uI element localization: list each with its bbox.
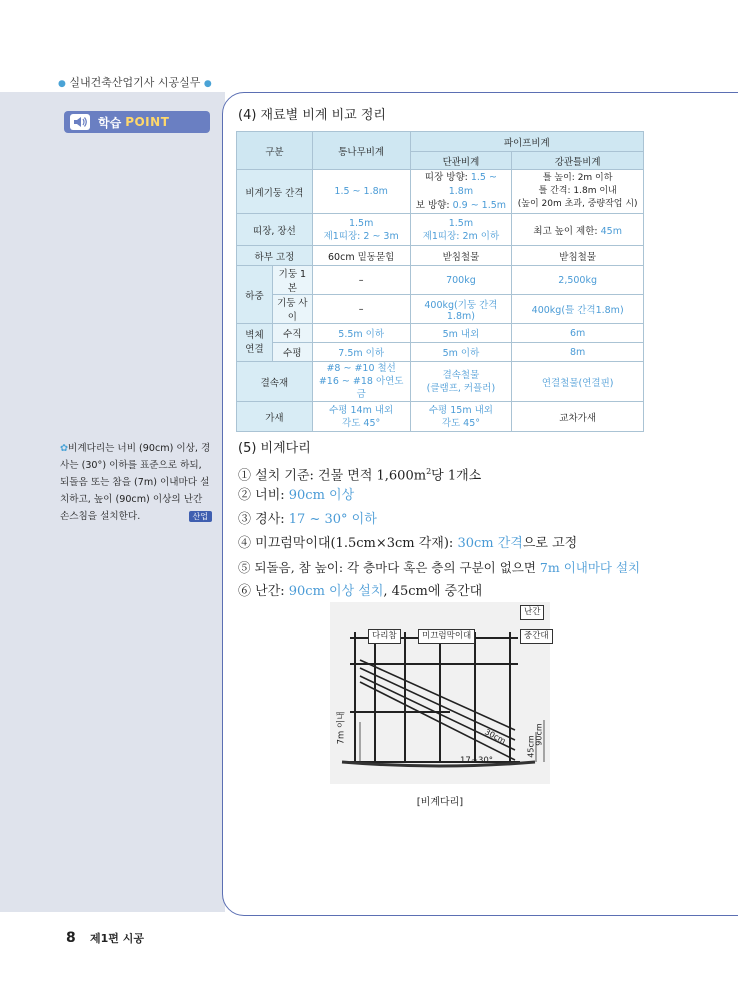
row-sublabel: 기둥 사이 — [272, 295, 312, 324]
list-item: ② 너비: 90cm 이상 — [238, 488, 355, 503]
row-label: 결속재 — [237, 362, 313, 402]
table-cell: 1.5m 제1띠장: 2m 이하 — [410, 214, 512, 246]
row-label: 띠장, 장선 — [237, 214, 313, 246]
header-title: 실내건축산업기사 시공실무 — [69, 76, 201, 89]
table-cell: 연결철물(연결핀) — [512, 362, 644, 402]
list-item: ⑥ 난간: 90cm 이상 설치, 45cm에 중간대 — [238, 584, 483, 599]
table-cell: 8m — [512, 343, 644, 362]
section-title: (5) 비계다리 — [238, 441, 311, 456]
table-cell: 수평 14m 내외 각도 45° — [312, 402, 410, 432]
gear-icon: ✿ — [60, 443, 69, 454]
table-cell: #8 ~ #10 철선 #16 ~ #18 아연도금 — [312, 362, 410, 402]
row-label: 하중 — [237, 266, 273, 324]
table-cell: 5m 내외 — [410, 324, 512, 343]
running-header — [58, 74, 212, 90]
table-cell: 받침철물 — [512, 246, 644, 266]
row-label: 하부 고정 — [237, 246, 313, 266]
dim-7m: 7m 이내 — [336, 711, 347, 745]
header-cell: 단관비계 — [410, 152, 512, 170]
table-cell: 700kg — [410, 266, 512, 295]
table-cell: 수평 15m 내외 각도 45° — [410, 402, 512, 432]
dim-30cm: 30cm — [483, 727, 508, 746]
list-item: ① 설치 기준: 건물 면적 $1,600m^2$당 1개소 — [238, 467, 482, 484]
scaffold-stair-figure — [330, 602, 550, 784]
table-cell: 최고 높이 제한: 45m — [512, 214, 644, 246]
comparison-table — [236, 131, 644, 432]
criteria-list — [238, 460, 640, 604]
row-label: 벽체 연결 — [237, 324, 273, 362]
header-cell: 통나무비계 — [312, 132, 410, 170]
row-label: 비계기둥 간격 — [237, 170, 313, 214]
bullet-icon: ● — [203, 79, 212, 89]
dim-45cm: 45cm — [526, 735, 536, 758]
table-cell: 7.5m 이하 — [312, 343, 410, 362]
table-cell: 6m — [512, 324, 644, 343]
speaker-icon — [70, 114, 90, 130]
table-cell: 틀 높이: 2m 이하 틀 간격: 1.8m 이내 (높이 20m 초과, 중량작업 시) — [512, 170, 644, 214]
dim-angle: 17~30° — [460, 756, 494, 766]
label-handrail: 난간 — [520, 605, 544, 620]
table-cell: 5m 이하 — [410, 343, 512, 362]
list-item: ⑤ 되돌음, 참 높이: 각 층마다 혹은 층의 구분이 없으면 7m 이내마다 설치 — [238, 560, 641, 575]
header-cell: 강관틀비계 — [512, 152, 644, 170]
table-cell: 5.5m 이하 — [312, 324, 410, 343]
table-cell: 1.5 ~ 1.8m — [312, 170, 410, 214]
label-landing: 다리참 — [368, 629, 401, 644]
table-cell: – — [312, 266, 410, 295]
header-cell: 구분 — [237, 132, 313, 170]
table-cell: 60cm 밑동묻힘 — [312, 246, 410, 266]
label-mid-rail: 중간대 — [520, 629, 553, 644]
dim-90cm: 90cm — [534, 723, 544, 746]
list-item: ④ 미끄럼막이대(1.5cm×3cm 각재): 30cm 간격으로 고정 — [238, 536, 578, 551]
badge-label: 학습 — [98, 115, 122, 130]
header-cell: 파이프비계 — [410, 132, 643, 152]
industry-tag: 산업 — [189, 511, 212, 522]
section-title: (4) 재료별 비계 비교 정리 — [238, 108, 386, 123]
badge-label-point: POINT — [125, 115, 170, 129]
table-cell: 받침철물 — [410, 246, 512, 266]
bullet-icon: ● — [58, 79, 66, 89]
table-cell: 400kg(틀 간격1.8m) — [512, 295, 644, 324]
tip-text: 비계다리는 너비 (90cm) 이상, 경사는 (30°) 이하를 표준으로 하되, 되돌음 또는 참을 (7m) 이내마다 설치하고, 높이 (90cm) 이상의 난간 손스침을 설치한다. — [60, 443, 211, 522]
sidebar-tip — [60, 440, 212, 525]
table-cell: 띠장 방향: 1.5 ~ 1.8m 보 방향: 0.9 ~ 1.5m — [410, 170, 512, 214]
page-number: 8 — [66, 930, 76, 946]
row-sublabel: 수평 — [272, 343, 312, 362]
row-label: 가새 — [237, 402, 313, 432]
table-cell: 1.5m 제1띠장: 2 ~ 3m — [312, 214, 410, 246]
row-sublabel: 기둥 1본 — [272, 266, 312, 295]
list-item: ③ 경사: 17 ~ 30° 이하 — [238, 512, 377, 527]
table-cell: 교차가새 — [512, 402, 644, 432]
figure-caption: [비계다리] — [416, 797, 464, 808]
table-cell: 2,500kg — [512, 266, 644, 295]
study-point-badge — [64, 111, 210, 133]
footer-section: 제1편 시공 — [90, 932, 144, 945]
table-cell: – — [312, 295, 410, 324]
row-sublabel: 수직 — [272, 324, 312, 343]
table-cell: 400kg(기둥 간격1.8m) — [410, 295, 512, 324]
label-anti-slip-batten: 미끄럼막이대 — [418, 629, 475, 644]
table-cell: 결속철물 (클램프, 커플러) — [410, 362, 512, 402]
